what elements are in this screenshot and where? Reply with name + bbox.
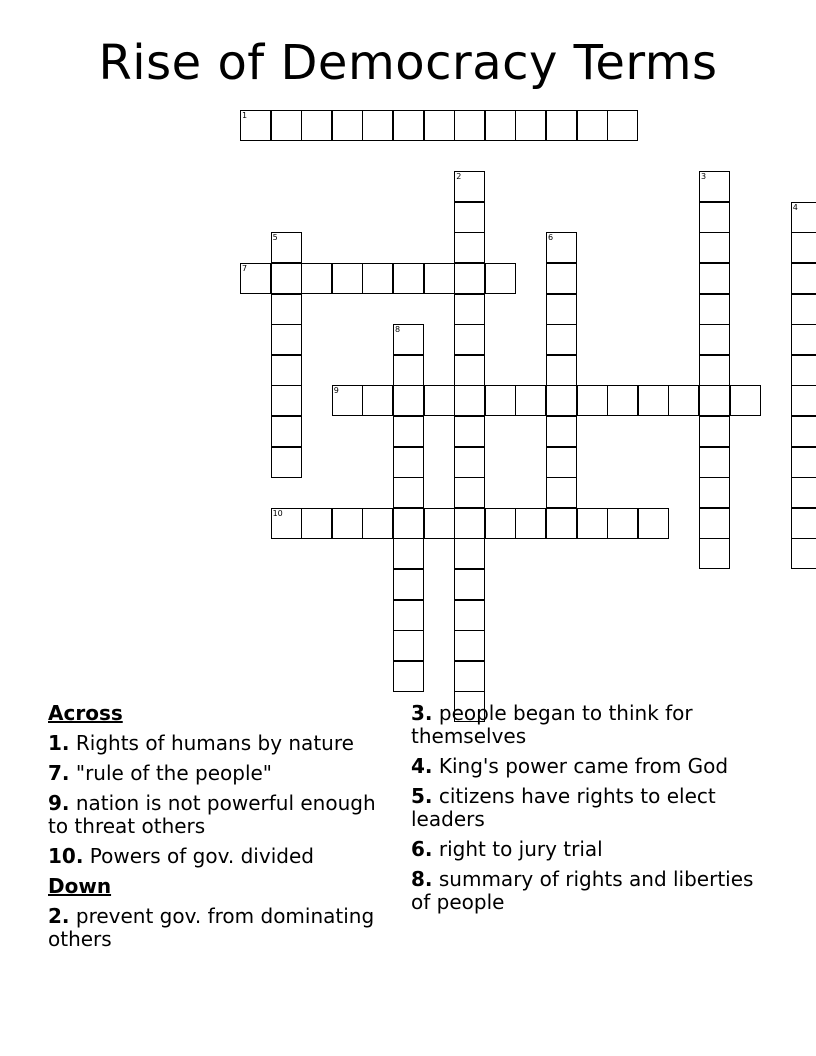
crossword-cell[interactable] — [546, 477, 577, 508]
crossword-cell[interactable] — [271, 416, 302, 447]
crossword-cell[interactable] — [424, 263, 455, 294]
crossword-cell[interactable] — [515, 110, 546, 141]
clue-number-label: 7 — [242, 264, 248, 273]
crossword-cell[interactable] — [485, 508, 516, 539]
crossword-cell[interactable] — [271, 355, 302, 386]
crossword-cell[interactable] — [240, 110, 271, 141]
crossword-cell[interactable] — [546, 385, 577, 416]
crossword-cell[interactable] — [454, 508, 485, 539]
crossword-cell[interactable] — [638, 385, 669, 416]
crossword-cell[interactable] — [515, 508, 546, 539]
crossword-cell[interactable] — [577, 508, 608, 539]
crossword-cell[interactable] — [332, 508, 363, 539]
crossword-cell[interactable] — [393, 508, 424, 539]
crossword-cell[interactable] — [424, 385, 455, 416]
clue-number-label: 4 — [792, 202, 798, 212]
crossword-cell[interactable] — [699, 202, 730, 233]
crossword-cell[interactable] — [271, 508, 302, 539]
clue-number-label: 6 — [548, 233, 554, 243]
crossword-cell[interactable] — [454, 202, 485, 233]
crossword-cell[interactable] — [393, 110, 424, 141]
crossword-cell[interactable] — [791, 416, 816, 447]
crossword-cell[interactable] — [791, 477, 816, 508]
crossword-cell[interactable] — [301, 263, 332, 294]
crossword-cell[interactable] — [454, 232, 485, 263]
crossword-cell[interactable] — [393, 324, 424, 355]
crossword-cell[interactable] — [393, 600, 424, 631]
crossword-cell[interactable] — [699, 355, 730, 386]
crossword-cell[interactable] — [301, 110, 332, 141]
clue-across-7: 7. "rule of the people" — [48, 761, 272, 785]
crossword-cell[interactable] — [271, 263, 302, 294]
clues-right-column — [411, 702, 756, 921]
crossword-cell[interactable] — [332, 385, 363, 416]
crossword-cell[interactable] — [393, 263, 424, 294]
crossword-cell[interactable] — [454, 355, 485, 386]
crossword-cell[interactable] — [791, 508, 816, 539]
crossword-cell[interactable] — [454, 569, 485, 600]
crossword-cell[interactable] — [638, 508, 669, 539]
clue-number-label: 9 — [333, 386, 339, 396]
crossword-cell[interactable] — [791, 263, 816, 294]
crossword-cell[interactable] — [454, 477, 485, 508]
crossword-cell[interactable] — [393, 477, 424, 508]
clue-number-label: 3 — [701, 172, 707, 182]
crossword-cell[interactable] — [577, 385, 608, 416]
crossword-cell[interactable] — [791, 355, 816, 386]
crossword-cell[interactable] — [699, 171, 730, 202]
crossword-cell[interactable] — [332, 110, 363, 141]
crossword-cell[interactable] — [699, 416, 730, 447]
crossword-cell[interactable] — [699, 385, 730, 416]
crossword-cell[interactable] — [485, 263, 516, 294]
crossword-cell[interactable] — [485, 385, 516, 416]
crossword-cell[interactable] — [791, 202, 816, 233]
crossword-cell[interactable] — [454, 447, 485, 478]
crossword-cell[interactable] — [393, 538, 424, 569]
crossword-cell[interactable] — [546, 508, 577, 539]
crossword-cell[interactable] — [607, 110, 638, 141]
crossword-cell[interactable] — [301, 508, 332, 539]
clues-left-column — [48, 702, 393, 958]
crossword-cell[interactable] — [271, 294, 302, 325]
crossword-cell[interactable] — [699, 232, 730, 263]
crossword-cell[interactable] — [699, 324, 730, 355]
crossword-cell[interactable] — [546, 263, 577, 294]
clue-number-label: 5 — [272, 233, 278, 243]
crossword-cell[interactable] — [393, 447, 424, 478]
crossword-cell[interactable] — [699, 447, 730, 478]
crossword-cell[interactable] — [362, 508, 393, 539]
crossword-cell[interactable] — [577, 110, 608, 141]
crossword-cell[interactable] — [454, 171, 485, 202]
crossword-cell[interactable] — [454, 630, 485, 661]
crossword-cell[interactable] — [454, 294, 485, 325]
clue-down-5: 5. citizens have rights to elect leaders — [411, 784, 716, 831]
crossword-cell[interactable] — [362, 385, 393, 416]
clue-down-4: 4. King's power came from God — [411, 754, 729, 778]
crossword-cell[interactable] — [332, 263, 363, 294]
down-heading: Down — [48, 874, 112, 898]
crossword-cell[interactable] — [271, 447, 302, 478]
crossword-cell[interactable] — [362, 263, 393, 294]
crossword-cell[interactable] — [271, 110, 302, 141]
crossword-cell[interactable] — [791, 294, 816, 325]
crossword-cell[interactable] — [454, 661, 485, 692]
crossword-cell[interactable] — [791, 385, 816, 416]
puzzle-title: Rise of Democracy Terms — [98, 35, 718, 91]
crossword-cell[interactable] — [393, 416, 424, 447]
clue-down-8: 8. summary of rights and liberties of people — [411, 867, 754, 914]
clue-across-9: 9. nation is not powerful enough to threat others — [48, 791, 376, 838]
crossword-cell[interactable] — [699, 294, 730, 325]
crossword-cell[interactable] — [546, 324, 577, 355]
crossword-cell[interactable] — [791, 232, 816, 263]
crossword-cell[interactable] — [546, 110, 577, 141]
crossword-cell[interactable] — [607, 385, 638, 416]
crossword-cell[interactable] — [393, 569, 424, 600]
crossword-cell[interactable] — [791, 324, 816, 355]
crossword-cell[interactable] — [699, 508, 730, 539]
crossword-cell[interactable] — [393, 355, 424, 386]
clue-across-1: 1. Rights of humans by nature — [48, 731, 354, 755]
across-heading: Across — [48, 701, 123, 725]
crossword-cell[interactable] — [546, 232, 577, 263]
crossword-cell[interactable] — [424, 508, 455, 539]
crossword-cell[interactable] — [454, 600, 485, 631]
crossword-cell[interactable] — [546, 294, 577, 325]
clue-number-label: 10 — [272, 508, 283, 518]
clue-number-label: 1 — [242, 111, 248, 120]
clue-down-2: 2. prevent gov. from dominating others — [48, 904, 375, 951]
crossword-cell[interactable] — [454, 385, 485, 416]
crossword-cell[interactable] — [271, 232, 302, 263]
crossword-cell[interactable] — [546, 416, 577, 447]
crossword-cell[interactable] — [454, 538, 485, 569]
clue-number-label: 8 — [395, 325, 401, 335]
clue-number-label: 2 — [456, 172, 462, 182]
crossword-cell[interactable] — [393, 630, 424, 661]
crossword-cell[interactable] — [271, 385, 302, 416]
clue-down-6: 6. right to jury trial — [411, 837, 603, 861]
crossword-cell[interactable] — [699, 538, 730, 569]
crossword-cell[interactable] — [362, 110, 393, 141]
crossword-cell[interactable] — [546, 447, 577, 478]
crossword-cell[interactable] — [485, 110, 516, 141]
crossword-cell[interactable] — [393, 385, 424, 416]
crossword-cell[interactable] — [699, 477, 730, 508]
crossword-cell[interactable] — [454, 110, 485, 141]
crossword-cell[interactable] — [546, 355, 577, 386]
crossword-cell[interactable] — [454, 263, 485, 294]
crossword-cell[interactable] — [668, 385, 699, 416]
clue-across-10: 10. Powers of gov. divided — [48, 844, 314, 868]
crossword-cell[interactable] — [393, 661, 424, 692]
crossword-cell[interactable] — [240, 263, 271, 294]
crossword-cell[interactable] — [791, 447, 816, 478]
crossword-cell[interactable] — [699, 263, 730, 294]
crossword-cell[interactable] — [607, 508, 638, 539]
crossword-cell[interactable] — [424, 110, 455, 141]
clue-down-3: 3. people began to think for themselves — [411, 701, 693, 748]
crossword-cell[interactable] — [791, 538, 816, 569]
crossword-cell[interactable] — [454, 324, 485, 355]
crossword-cell[interactable] — [515, 385, 546, 416]
crossword-cell[interactable] — [454, 416, 485, 447]
crossword-cell[interactable] — [730, 385, 761, 416]
crossword-cell[interactable] — [271, 324, 302, 355]
